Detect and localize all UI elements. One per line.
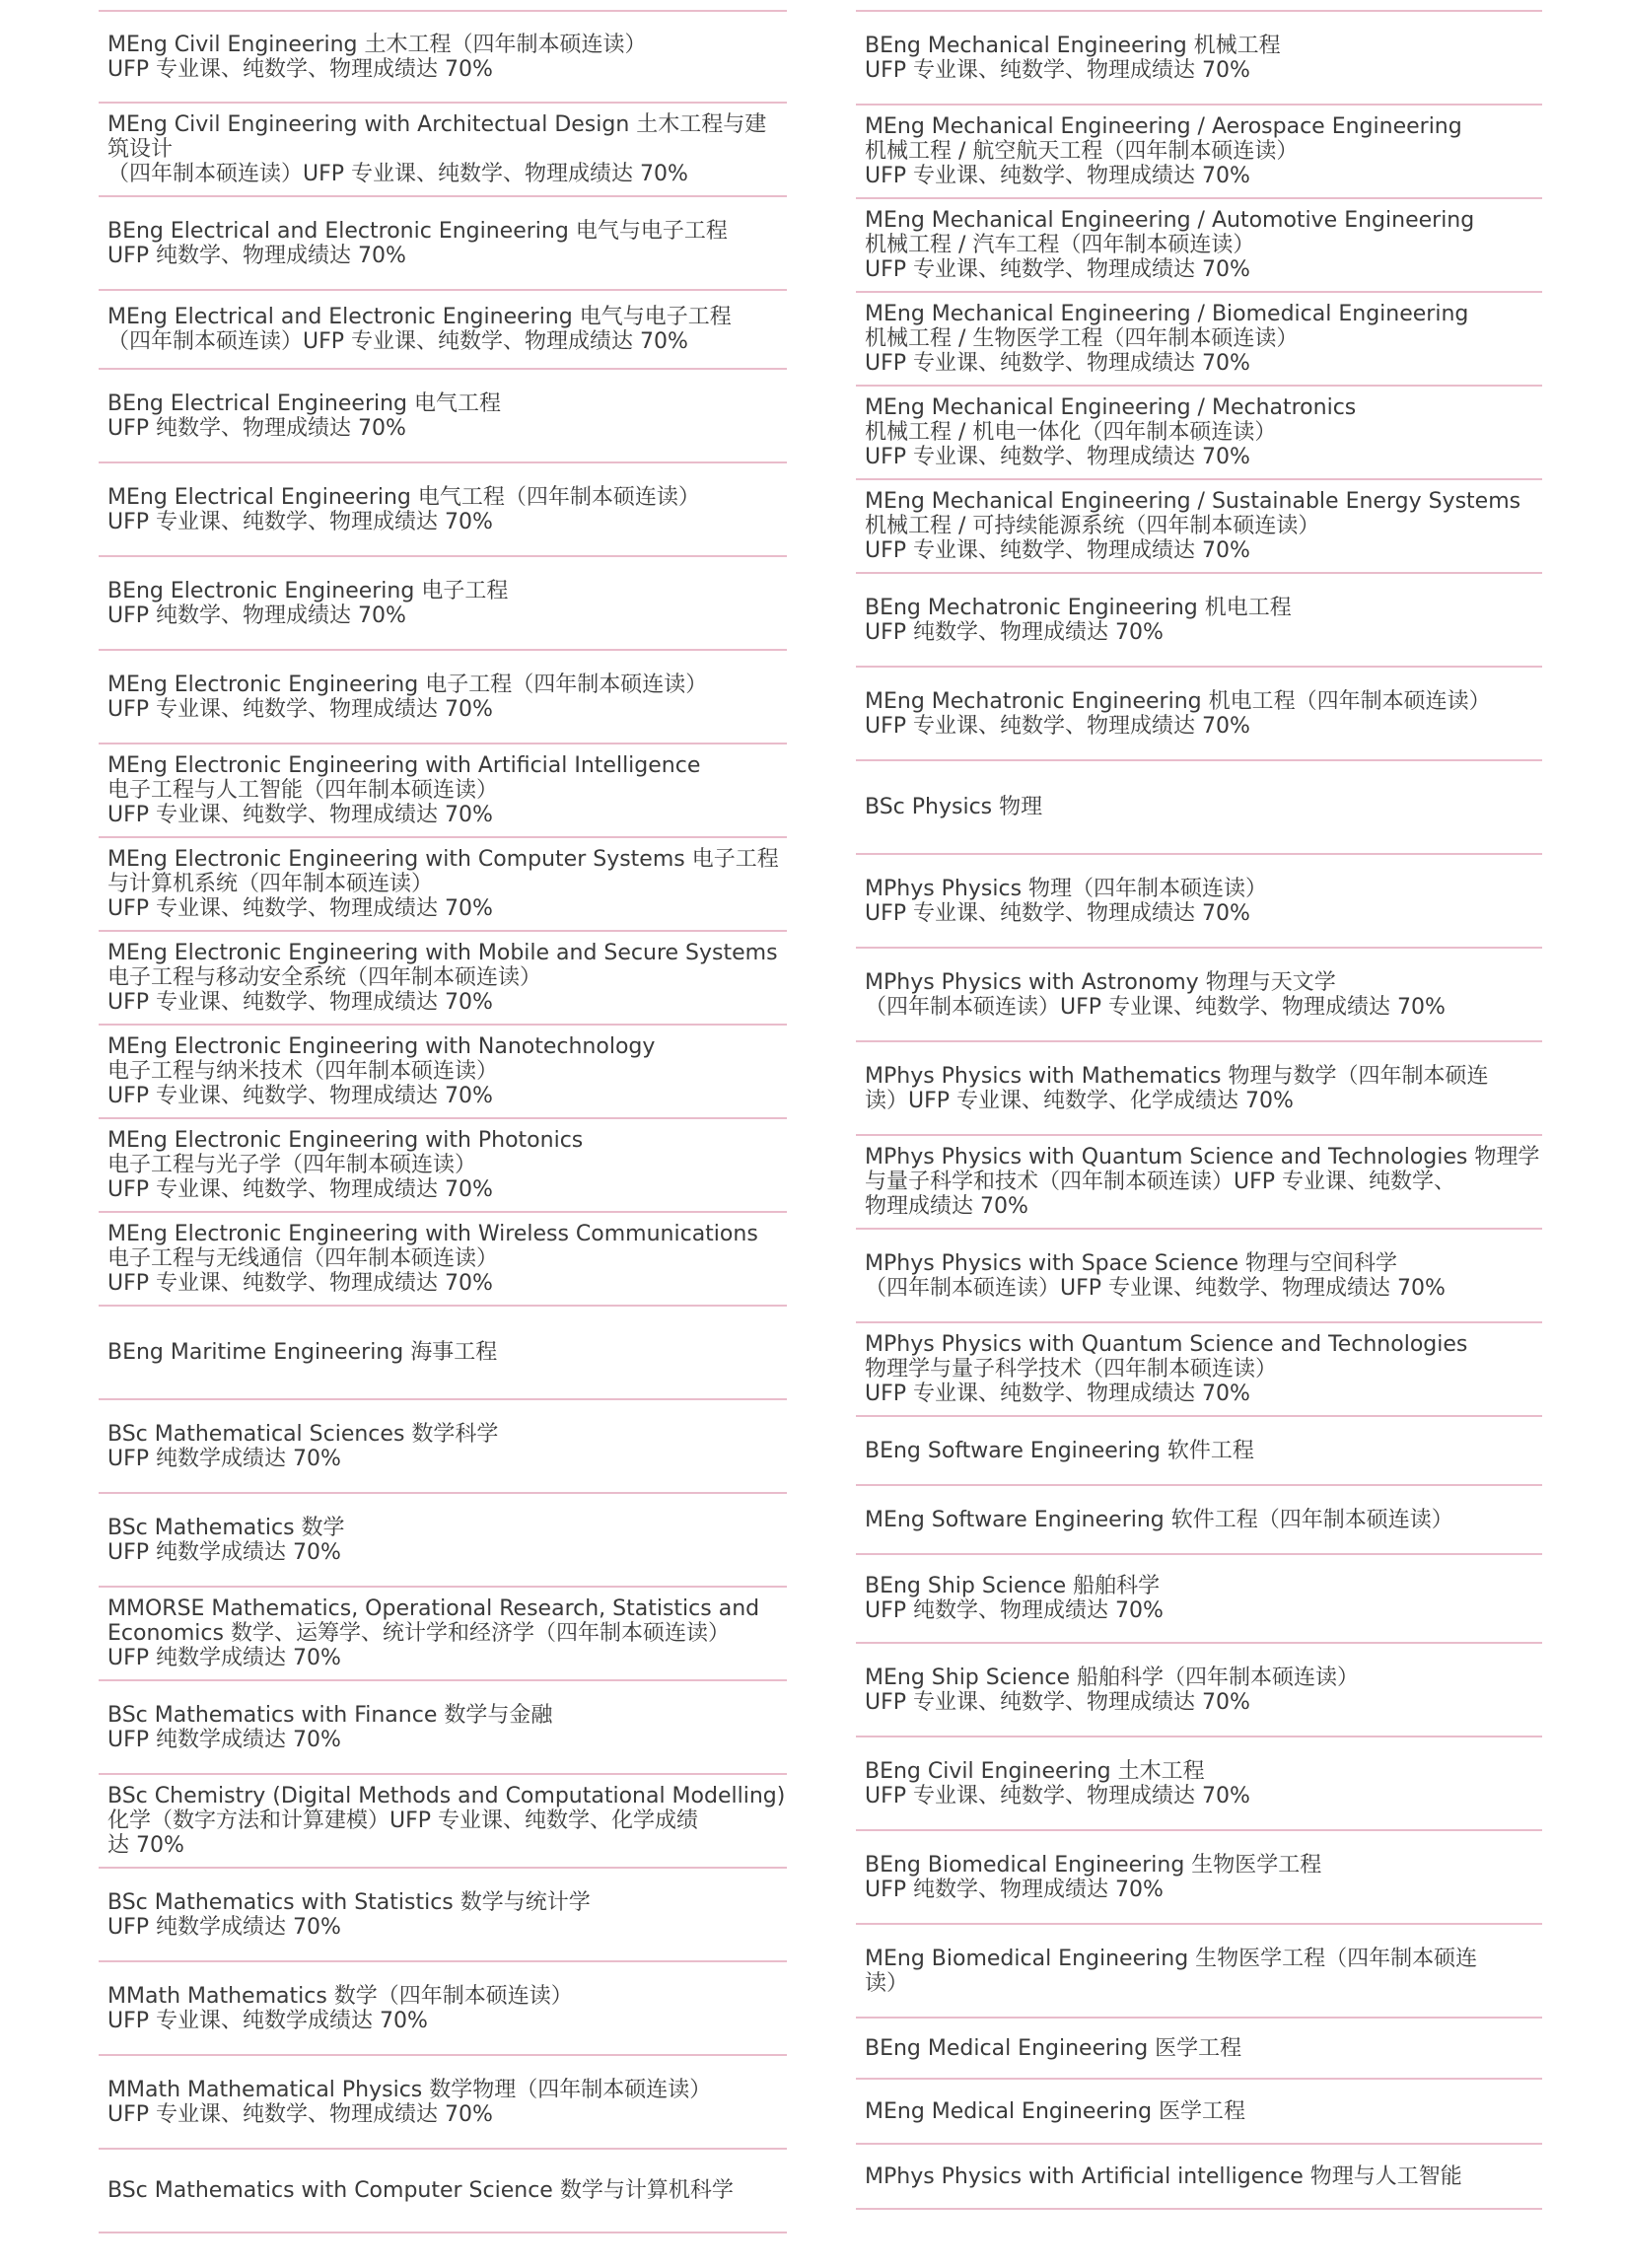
course-entry xyxy=(99,651,787,744)
course-entry xyxy=(856,293,1542,387)
course-title: BEng Maritime Engineering 海事工程 xyxy=(107,1340,498,1365)
course-title: MEng Mechatronic Engineering 机电工程（四年制本硕连读） xyxy=(865,688,1491,714)
course-entry xyxy=(99,291,787,370)
course-entry xyxy=(856,2145,1542,2210)
course-entry xyxy=(99,1869,787,1962)
course-entry xyxy=(99,463,787,557)
course-requirement: UFP 专业课、纯数学、物理成绩达 70% xyxy=(107,2101,493,2127)
course-title: BEng Ship Science 船舶科学 xyxy=(865,1574,1161,1598)
course-title: MEng Electronic Engineering with Nanotechnology xyxy=(107,1034,656,1059)
course-requirement: UFP 纯数学、物理成绩达 70% xyxy=(865,619,1164,645)
course-entry xyxy=(99,932,787,1026)
course-title: MPhys Physics 物理（四年制本硕连读） xyxy=(865,876,1268,901)
course-title: BSc Mathematics with Computer Science 数学与计算机科学 xyxy=(107,2178,734,2203)
course-requirement: UFP 纯数学、物理成绩达 70% xyxy=(865,1598,1164,1623)
course-entry xyxy=(99,1494,787,1588)
course-title: BSc Physics 物理 xyxy=(865,795,1043,819)
course-requirement: 物理成绩达 70% xyxy=(865,1194,1028,1219)
course-entry xyxy=(99,1588,787,1681)
course-title: MEng Electronic Engineering with Photonics xyxy=(107,1128,584,1153)
course-entry xyxy=(856,387,1542,480)
course-requirement: UFP 专业课、纯数学、物理成绩达 70% xyxy=(865,713,1250,739)
course-title: MEng Electrical and Electronic Engineering 电气与电子工程 xyxy=(107,305,732,329)
course-requirement: 筑设计 xyxy=(107,137,174,162)
course-entry xyxy=(856,2080,1542,2145)
course-requirement: 机械工程 / 机电一体化（四年制本硕连读） xyxy=(865,420,1277,445)
course-requirement: UFP 专业课、纯数学、物理成绩达 70% xyxy=(865,1382,1250,1406)
course-entry xyxy=(99,557,787,651)
course-entry xyxy=(856,574,1542,668)
course-entry xyxy=(99,838,787,932)
course-requirement: UFP 纯数学、物理成绩达 70% xyxy=(865,1877,1164,1902)
course-title: BEng Civil Engineering 土木工程 xyxy=(865,1758,1205,1784)
course-title: BEng Electrical and Electronic Engineering 电气与电子工程 xyxy=(107,218,728,244)
course-requirement: UFP 专业课、纯数学、物理成绩达 70% xyxy=(107,896,493,921)
course-requirement: UFP 专业课、纯数学、物理成绩达 70% xyxy=(107,696,493,722)
course-requirement: UFP 专业课、纯数学、物理成绩达 70% xyxy=(107,509,493,534)
course-requirement: Economics 数学、运筹学、统计学和经济学（四年制本硕连读） xyxy=(107,1621,730,1646)
course-requirement: 化学（数字方法和计算建模）UFP 专业课、纯数学、化学成绩 xyxy=(107,1808,699,1833)
course-title: MEng Electronic Engineering with Artificial Intelligence xyxy=(107,753,701,778)
course-title: MPhys Physics with Artificial intelligence 物理与人工智能 xyxy=(865,2163,1462,2189)
course-requirement: （四年制本硕连读）UFP 专业课、纯数学、物理成绩达 70% xyxy=(865,994,1446,1020)
course-entry xyxy=(99,1775,787,1869)
course-title: MEng Mechanical Engineering / Sustainable Energy Systems xyxy=(865,489,1521,514)
course-entry xyxy=(856,1230,1542,1323)
course-title: MEng Electronic Engineering with Computer Systems 电子工程 xyxy=(107,847,779,872)
course-requirement: 与量子科学和技术（四年制本硕连读）UFP 专业课、纯数学、 xyxy=(865,1169,1456,1194)
course-entry xyxy=(856,12,1542,106)
course-title: MEng Biomedical Engineering 生物医学工程（四年制本硕连 xyxy=(865,1946,1478,1971)
course-requirement: 机械工程 / 汽车工程（四年制本硕连读） xyxy=(865,233,1255,257)
right-course-column xyxy=(856,0,1542,2210)
course-entry xyxy=(99,1400,787,1494)
course-requirement: UFP 纯数学成绩达 70% xyxy=(107,1727,341,1752)
course-requirement: 机械工程 / 生物医学工程（四年制本硕连读） xyxy=(865,326,1299,351)
course-requirement: UFP 纯数学、物理成绩达 70% xyxy=(107,415,406,441)
course-title: MPhys Physics with Astronomy 物理与天文学 xyxy=(865,969,1336,995)
course-requirement: 物理学与量子科学技术（四年制本硕连读） xyxy=(865,1357,1278,1382)
course-title: BEng Mechatronic Engineering 机电工程 xyxy=(865,595,1292,620)
course-entry xyxy=(856,1323,1542,1417)
course-requirement: UFP 纯数学成绩达 70% xyxy=(107,1446,341,1471)
course-title: MEng Mechanical Engineering / Biomedical Engineering xyxy=(865,302,1469,326)
course-entry xyxy=(856,1136,1542,1230)
course-requirement: UFP 纯数学、物理成绩达 70% xyxy=(107,602,406,628)
course-title: MEng Mechanical Engineering / Aerospace Engineering xyxy=(865,114,1462,139)
course-title: BEng Electronic Engineering 电子工程 xyxy=(107,578,509,603)
course-requirement: 电子工程与无线通信（四年制本硕连读） xyxy=(107,1246,499,1271)
course-entry xyxy=(99,1681,787,1775)
course-title: MEng Electronic Engineering with Mobile and Secure Systems xyxy=(107,941,778,965)
course-entry xyxy=(856,855,1542,949)
course-entry xyxy=(856,1644,1542,1737)
course-requirement: UFP 纯数学成绩达 70% xyxy=(107,1646,341,1670)
course-title: MPhys Physics with Mathematics 物理与数学（四年制本硕连 xyxy=(865,1063,1489,1089)
course-requirement: （四年制本硕连读）UFP 专业课、纯数学、物理成绩达 70% xyxy=(107,329,688,354)
course-entry xyxy=(856,1555,1542,1644)
course-requirement: （四年制本硕连读）UFP 专业课、纯数学、物理成绩达 70% xyxy=(107,162,688,186)
course-entry xyxy=(856,1831,1542,1925)
course-entry xyxy=(856,1417,1542,1486)
course-requirement: UFP 纯数学成绩达 70% xyxy=(107,1914,341,1940)
course-title: MPhys Physics with Space Science 物理与空间科学 xyxy=(865,1250,1397,1276)
course-requirement: UFP 专业课、纯数学、物理成绩达 70% xyxy=(865,164,1250,188)
course-entry xyxy=(856,949,1542,1042)
course-requirement: 机械工程 / 航空航天工程（四年制本硕连读） xyxy=(865,139,1299,164)
course-title: MMORSE Mathematics, Operational Research, Statistics and xyxy=(107,1596,760,1621)
course-entry xyxy=(99,1213,787,1307)
course-entry xyxy=(99,1026,787,1119)
course-title: BSc Chemistry (Digital Methods and Computational Modelling) xyxy=(107,1784,786,1808)
course-entry xyxy=(99,1307,787,1400)
course-requirement: UFP 专业课、纯数学、物理成绩达 70% xyxy=(865,538,1250,563)
course-requirement: UFP 专业课、纯数学、物理成绩达 70% xyxy=(865,900,1250,926)
course-title: MMath Mathematics 数学（四年制本硕连读） xyxy=(107,1983,573,2009)
course-entry xyxy=(856,668,1542,761)
course-requirement: 电子工程与人工智能（四年制本硕连读） xyxy=(107,778,499,803)
course-entry xyxy=(99,2150,787,2233)
course-requirement: UFP 专业课、纯数学、物理成绩达 70% xyxy=(865,1689,1250,1715)
course-entry xyxy=(99,1962,787,2056)
course-title: BEng Electrical Engineering 电气工程 xyxy=(107,390,501,416)
left-course-column xyxy=(99,0,787,2233)
course-title: MEng Electronic Engineering with Wireless Communications xyxy=(107,1222,758,1246)
course-entry xyxy=(856,199,1542,293)
course-title: MEng Software Engineering 软件工程（四年制本硕连读） xyxy=(865,1507,1453,1532)
course-entry xyxy=(856,1737,1542,1831)
course-title: MEng Civil Engineering 土木工程（四年制本硕连读） xyxy=(107,32,647,57)
course-requirement: 与计算机系统（四年制本硕连读） xyxy=(107,872,434,896)
left-entries xyxy=(99,12,787,2233)
course-requirement: UFP 专业课、纯数学、物理成绩达 70% xyxy=(865,1783,1250,1808)
course-requirement: UFP 专业课、纯数学成绩达 70% xyxy=(107,2008,428,2033)
right-entries xyxy=(856,12,1542,2210)
course-requirement: UFP 专业课、纯数学、物理成绩达 70% xyxy=(865,257,1250,282)
course-title: MEng Ship Science 船舶科学（四年制本硕连读） xyxy=(865,1665,1360,1690)
course-title: BSc Mathematics with Statistics 数学与统计学 xyxy=(107,1889,591,1915)
course-entry xyxy=(856,2019,1542,2080)
course-entry xyxy=(99,1119,787,1213)
course-requirement: 读）UFP 专业课、纯数学、化学成绩达 70% xyxy=(865,1088,1294,1113)
course-requirement: UFP 专业课、纯数学、物理成绩达 70% xyxy=(865,445,1250,469)
course-title: MEng Electronic Engineering 电子工程（四年制本硕连读） xyxy=(107,672,708,697)
course-title: MEng Electrical Engineering 电气工程（四年制本硕连读） xyxy=(107,484,700,510)
course-title: MEng Mechanical Engineering / Automotive Engineering xyxy=(865,208,1475,233)
course-requirement: UFP 专业课、纯数学、物理成绩达 70% xyxy=(107,1177,493,1202)
course-entry xyxy=(856,761,1542,855)
course-title: BEng Mechanical Engineering 机械工程 xyxy=(865,33,1281,58)
course-title: MPhys Physics with Quantum Science and Technologies xyxy=(865,1332,1468,1357)
course-entry xyxy=(856,1042,1542,1136)
course-title: MPhys Physics with Quantum Science and Technologies 物理学 xyxy=(865,1145,1540,1169)
course-entry xyxy=(99,104,787,197)
course-requirement: UFP 专业课、纯数学、物理成绩达 70% xyxy=(107,803,493,827)
course-entry xyxy=(99,12,787,104)
course-requirement: （四年制本硕连读）UFP 专业课、纯数学、物理成绩达 70% xyxy=(865,1275,1446,1301)
course-requirement: 电子工程与光子学（四年制本硕连读） xyxy=(107,1153,477,1177)
course-title: BSc Mathematics with Finance 数学与金融 xyxy=(107,1702,553,1728)
course-requirement: UFP 专业课、纯数学、物理成绩达 70% xyxy=(107,1084,493,1108)
course-title: BEng Medical Engineering 医学工程 xyxy=(865,2035,1242,2061)
course-requirement: 电子工程与纳米技术（四年制本硕连读） xyxy=(107,1059,499,1084)
course-entry xyxy=(856,480,1542,574)
course-requirement: 机械工程 / 可持续能源系统（四年制本硕连读） xyxy=(865,514,1320,538)
course-requirement: UFP 专业课、纯数学、物理成绩达 70% xyxy=(107,1271,493,1296)
course-requirement: UFP 专业课、纯数学、物理成绩达 70% xyxy=(107,56,493,82)
course-title: BEng Software Engineering 软件工程 xyxy=(865,1438,1254,1463)
course-requirement: UFP 纯数学、物理成绩达 70% xyxy=(107,243,406,268)
course-entry xyxy=(99,744,787,838)
course-requirement: UFP 专业课、纯数学、物理成绩达 70% xyxy=(107,990,493,1015)
course-requirement: 电子工程与移动安全系统（四年制本硕连读） xyxy=(107,965,542,990)
course-entry xyxy=(856,1925,1542,2019)
course-entry xyxy=(99,370,787,463)
course-entry xyxy=(856,106,1542,199)
course-title: MEng Mechanical Engineering / Mechatronics xyxy=(865,395,1357,420)
course-title: MEng Civil Engineering with Architectual Design 土木工程与建 xyxy=(107,112,767,137)
course-entry xyxy=(856,1486,1542,1555)
course-requirement: UFP 纯数学成绩达 70% xyxy=(107,1539,341,1565)
course-requirement: 读） xyxy=(865,1970,909,1996)
course-title: MEng Medical Engineering 医学工程 xyxy=(865,2098,1246,2124)
course-entry xyxy=(99,2056,787,2150)
course-requirement: UFP 专业课、纯数学、物理成绩达 70% xyxy=(865,57,1250,83)
course-requirement: UFP 专业课、纯数学、物理成绩达 70% xyxy=(865,351,1250,376)
course-title: BEng Biomedical Engineering 生物医学工程 xyxy=(865,1852,1322,1878)
course-requirement: 达 70% xyxy=(107,1833,184,1858)
course-entry xyxy=(99,197,787,291)
course-title: MMath Mathematical Physics 数学物理（四年制本硕连读） xyxy=(107,2077,712,2102)
course-title: BSc Mathematical Sciences 数学科学 xyxy=(107,1421,499,1447)
course-title: BSc Mathematics 数学 xyxy=(107,1515,345,1540)
